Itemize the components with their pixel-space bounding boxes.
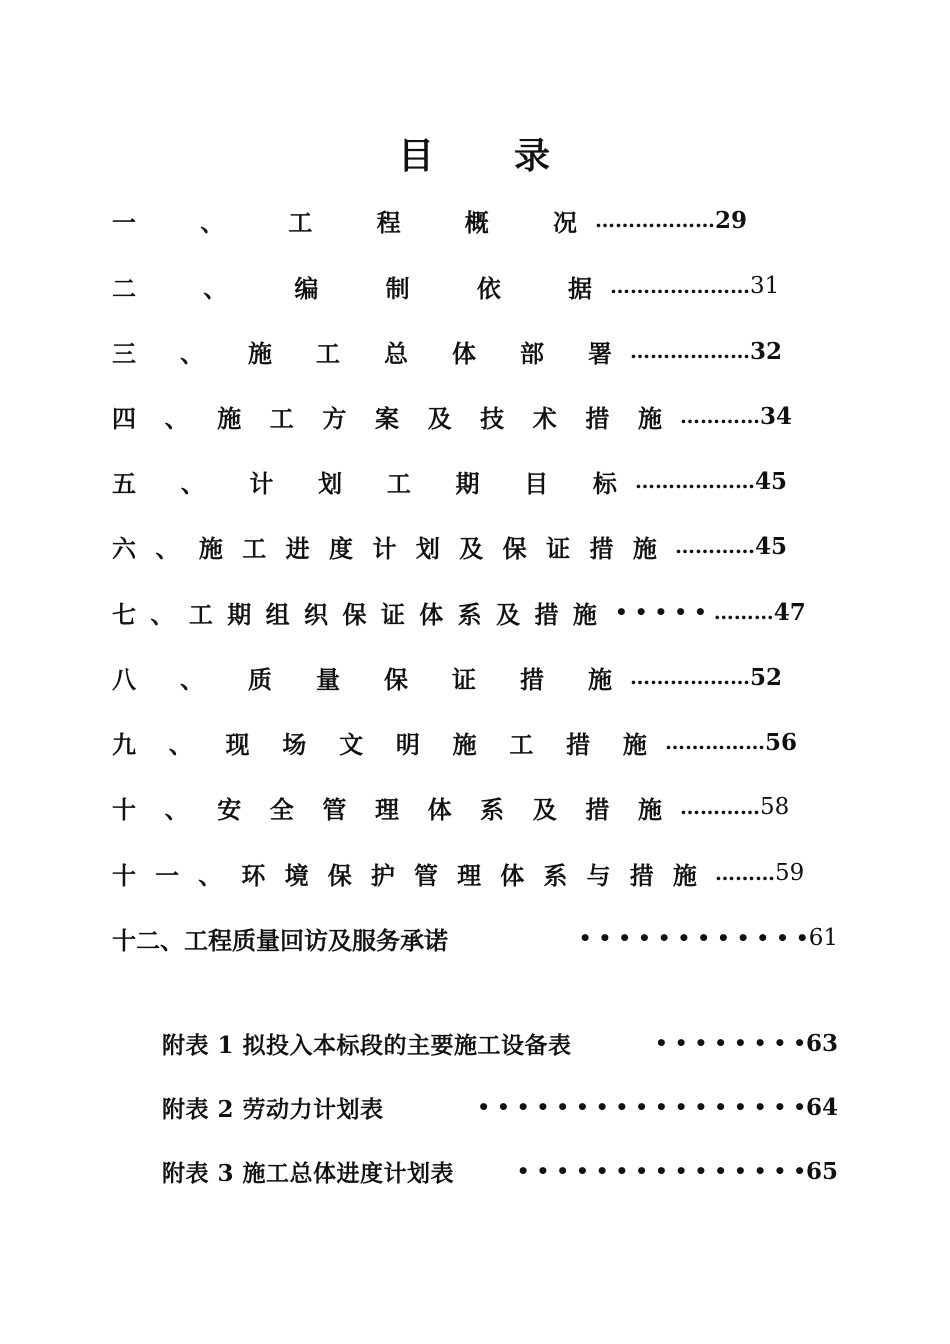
toc-page-number: 32 [750, 337, 783, 365]
toc-entry[interactable] [112, 268, 838, 304]
toc-leader-dots: ………… [675, 534, 755, 558]
toc-entry-label: 五 、 计 划 工 期 目 标 [112, 468, 617, 498]
toc-page-number: 56 [765, 728, 798, 756]
toc-entry-label: 二 、 编 制 依 据 [112, 273, 592, 303]
toc-page-number: 45 [755, 467, 788, 495]
toc-entry[interactable] [112, 594, 838, 630]
toc-page-number: 34 [760, 402, 793, 430]
toc-page-number: 29 [715, 206, 748, 234]
toc-leader-dots: …………… [665, 730, 765, 754]
toc-page-number: 58 [760, 794, 790, 820]
toc-leader-dots: • • • • • • • • • • • • [578, 926, 809, 950]
toc-leader-dots: • • • • • • • • [654, 1031, 806, 1055]
toc-entry[interactable] [112, 789, 838, 825]
toc-page-number: 65 [805, 1157, 838, 1185]
toc-leader-dots: • • • • • ……… [615, 600, 774, 624]
appendix-entry[interactable] [162, 1153, 838, 1189]
toc-page-number: 64 [805, 1093, 838, 1121]
appendix-label: 附表 3 施工总体进度计划表 [162, 1159, 455, 1187]
toc-page-number: 61 [808, 925, 838, 951]
appendix-label: 附表 1 拟投入本标段的主要施工设备表 [162, 1031, 572, 1059]
toc-entry-label: 六 、 施 工 进 度 计 划 及 保 证 措 施 [112, 533, 657, 563]
toc-entry-label: 九 、 现 场 文 明 施 工 措 施 [112, 729, 647, 759]
toc-entry-label: 七 、 工 期 组 织 保 证 体 系 及 措 施 [112, 599, 597, 629]
toc-leader-dots: ……………… [635, 469, 755, 493]
appendix-entry[interactable] [162, 1089, 838, 1125]
toc-leader-dots: ………… [680, 404, 760, 428]
toc-leader-dots: ……… [715, 861, 775, 885]
toc-leader-dots: • • • • • • • • • • • • • • • [516, 1159, 806, 1183]
toc-entry[interactable] [112, 398, 838, 434]
toc-entry[interactable] [112, 333, 838, 369]
title-char-1: 目 [397, 135, 436, 177]
toc-entry-label: 三 、 施 工 总 体 部 署 [112, 338, 612, 368]
toc-page-number: 31 [750, 273, 780, 299]
toc-entry-label: 十 一 、 环 境 保 护 管 理 体 系 与 措 施 [112, 860, 697, 890]
appendix-entry[interactable] [162, 1025, 838, 1061]
toc-entry[interactable] [112, 202, 838, 238]
toc-leader-dots: ……………… [630, 339, 750, 363]
toc-page-number: 63 [805, 1029, 838, 1057]
toc-leader-dots: ……………… [630, 665, 750, 689]
toc-entry[interactable] [112, 855, 838, 891]
appendix-label: 附表 2 劳动力计划表 [162, 1095, 384, 1123]
toc-page-number: 59 [775, 860, 805, 886]
toc-entry-label: 十二、工程质量回访及服务承诺 [112, 925, 448, 955]
toc-entry-label: 十 、 安 全 管 理 体 系 及 措 施 [112, 794, 662, 824]
toc-entry[interactable] [112, 920, 838, 956]
toc-entry-label: 一 、 工 程 概 况 [112, 207, 577, 237]
toc-leader-dots: • • • • • • • • • • • • • • • • • [477, 1095, 806, 1119]
toc-entry[interactable] [112, 528, 838, 564]
toc-leader-dots: ………… [680, 795, 760, 819]
toc-page-number: 52 [750, 663, 783, 691]
toc-entry[interactable] [112, 659, 838, 695]
toc-entry-label: 四 、 施 工 方 案 及 技 术 措 施 [112, 403, 662, 433]
toc-entry[interactable] [112, 463, 838, 499]
title-char-2: 录 [514, 135, 553, 177]
toc-leader-dots: ……………… [595, 208, 715, 232]
page-title [0, 128, 950, 179]
toc-entry-label: 八 、 质 量 保 证 措 施 [112, 664, 612, 694]
toc-page-number: 45 [755, 532, 788, 560]
toc-page-number: 47 [773, 598, 806, 626]
toc-leader-dots: ………………… [610, 274, 750, 298]
toc-entry[interactable] [112, 724, 838, 760]
